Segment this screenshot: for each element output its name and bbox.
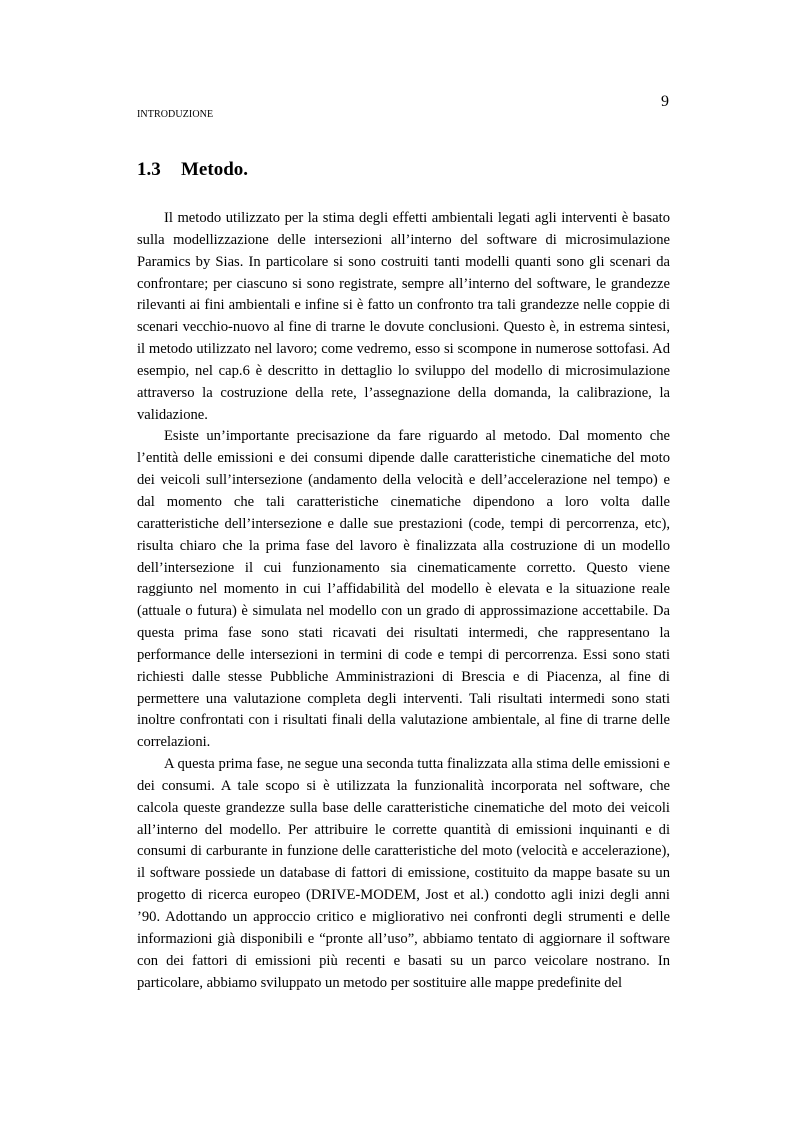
paragraph-method-overview: Il metodo utilizzato per la stima degli effetti ambientali legati agli interventi è basato sulla modellizzazione delle intersezioni all’interno del software di microsimulazione Paramics by Sias. In particolare si sono costruiti tanti modelli quanti sono gli scenari da confrontare; per ciascuno si sono registrate, sempre all’interno del software, le grandezze rilevanti ai fini ambientali e infine si è fatto un confronto tra tali grandezze nelle coppie di scenari vecchio-nuovo al fine di trarne le dovute conclusioni. Questo è, in estrema sintesi, il metodo utilizzato nel lavoro; come vedremo, esso si scompone in numerose sottofasi. Ad esempio, nel cap.6 è descritto in dettaglio lo sviluppo del modello di microsimulazione attraverso la costruzione della rete, l’assegnazione della domanda, la calibrazione, la validazione.	[137, 210, 670, 423]
body-text	[137, 208, 670, 994]
paragraph-emissions-phase: A questa prima fase, ne segue una seconda tutta finalizzata alla stima delle emissioni e dei consumi. A tale scopo si è utilizzata la funzionalità incorporata nel software, che calcola queste grandezze sulla base delle caratteristiche cinematiche del moto dei veicoli all’interno del modello. Per attribuire le corrette quantità di emissioni inquinanti e di consumi di carburante in funzione delle caratteristiche del moto (velocità e accelerazione), il software possiede un database di fattori di emissione, costituito da mappe basate su un progetto di ricerca europeo (DRIVE-MODEM, Jost et al.) condotto agli inizi degli anni ’90. Adottando un approccio critico e migliorativo nei confronti degli strumenti e delle informazioni già disponibili e “pronte all’uso”, abbiamo tentato di aggiornare il software con dei fattori di emissioni più recenti e basati su un parco veicolare nostrano. In particolare, abbiamo sviluppato un metodo per sostituire alle mappe predefinite del	[137, 756, 670, 991]
section-heading	[137, 158, 248, 182]
paragraph-method-precision: Esiste un’importante precisazione da fare riguardo al metodo. Dal momento che l’entità delle emissioni e dei consumi dipende dalle caratteristiche cinematiche del moto dei veicoli sull’intersezione (andamento della velocità e dell’accelerazione nel tempo) e dal momento che tali caratteristiche cinematiche dipendono a loro volta dalle caratteristiche dell’intersezione e dalle sue prestazioni (code, tempi di percorrenza, etc), risulta chiaro che la prima fase del lavoro è finalizzata alla costruzione di un modello dell’intersezione il cui funzionamento sia cinematicamente corretto. Questo viene raggiunto nel momento in cui l’affidabilità del modello è elevata e la situazione reale (attuale o futura) è simulata nel modello con un grado di approssimazione accettabile. Da questa prima fase sono stati ricavati dei risultati intermedi, che rappresentano la performance delle intersezioni in termini di code e tempi di percorrenza. Essi sono stati richiesti dalle stesse Pubbliche Amministrazioni di Brescia e di Piacenza, al fine di permettere una valutazione completa degli interventi. Tali risultati intermedi sono stati inoltre confrontati con i risultati finali della valutazione ambientale, al fine di trarne delle correlazioni.	[137, 428, 670, 751]
page-number: 9	[661, 93, 669, 110]
running-header: INTRODUZIONE	[137, 109, 214, 120]
section-title: Metodo.	[181, 159, 249, 180]
section-number: 1.3	[137, 159, 161, 180]
